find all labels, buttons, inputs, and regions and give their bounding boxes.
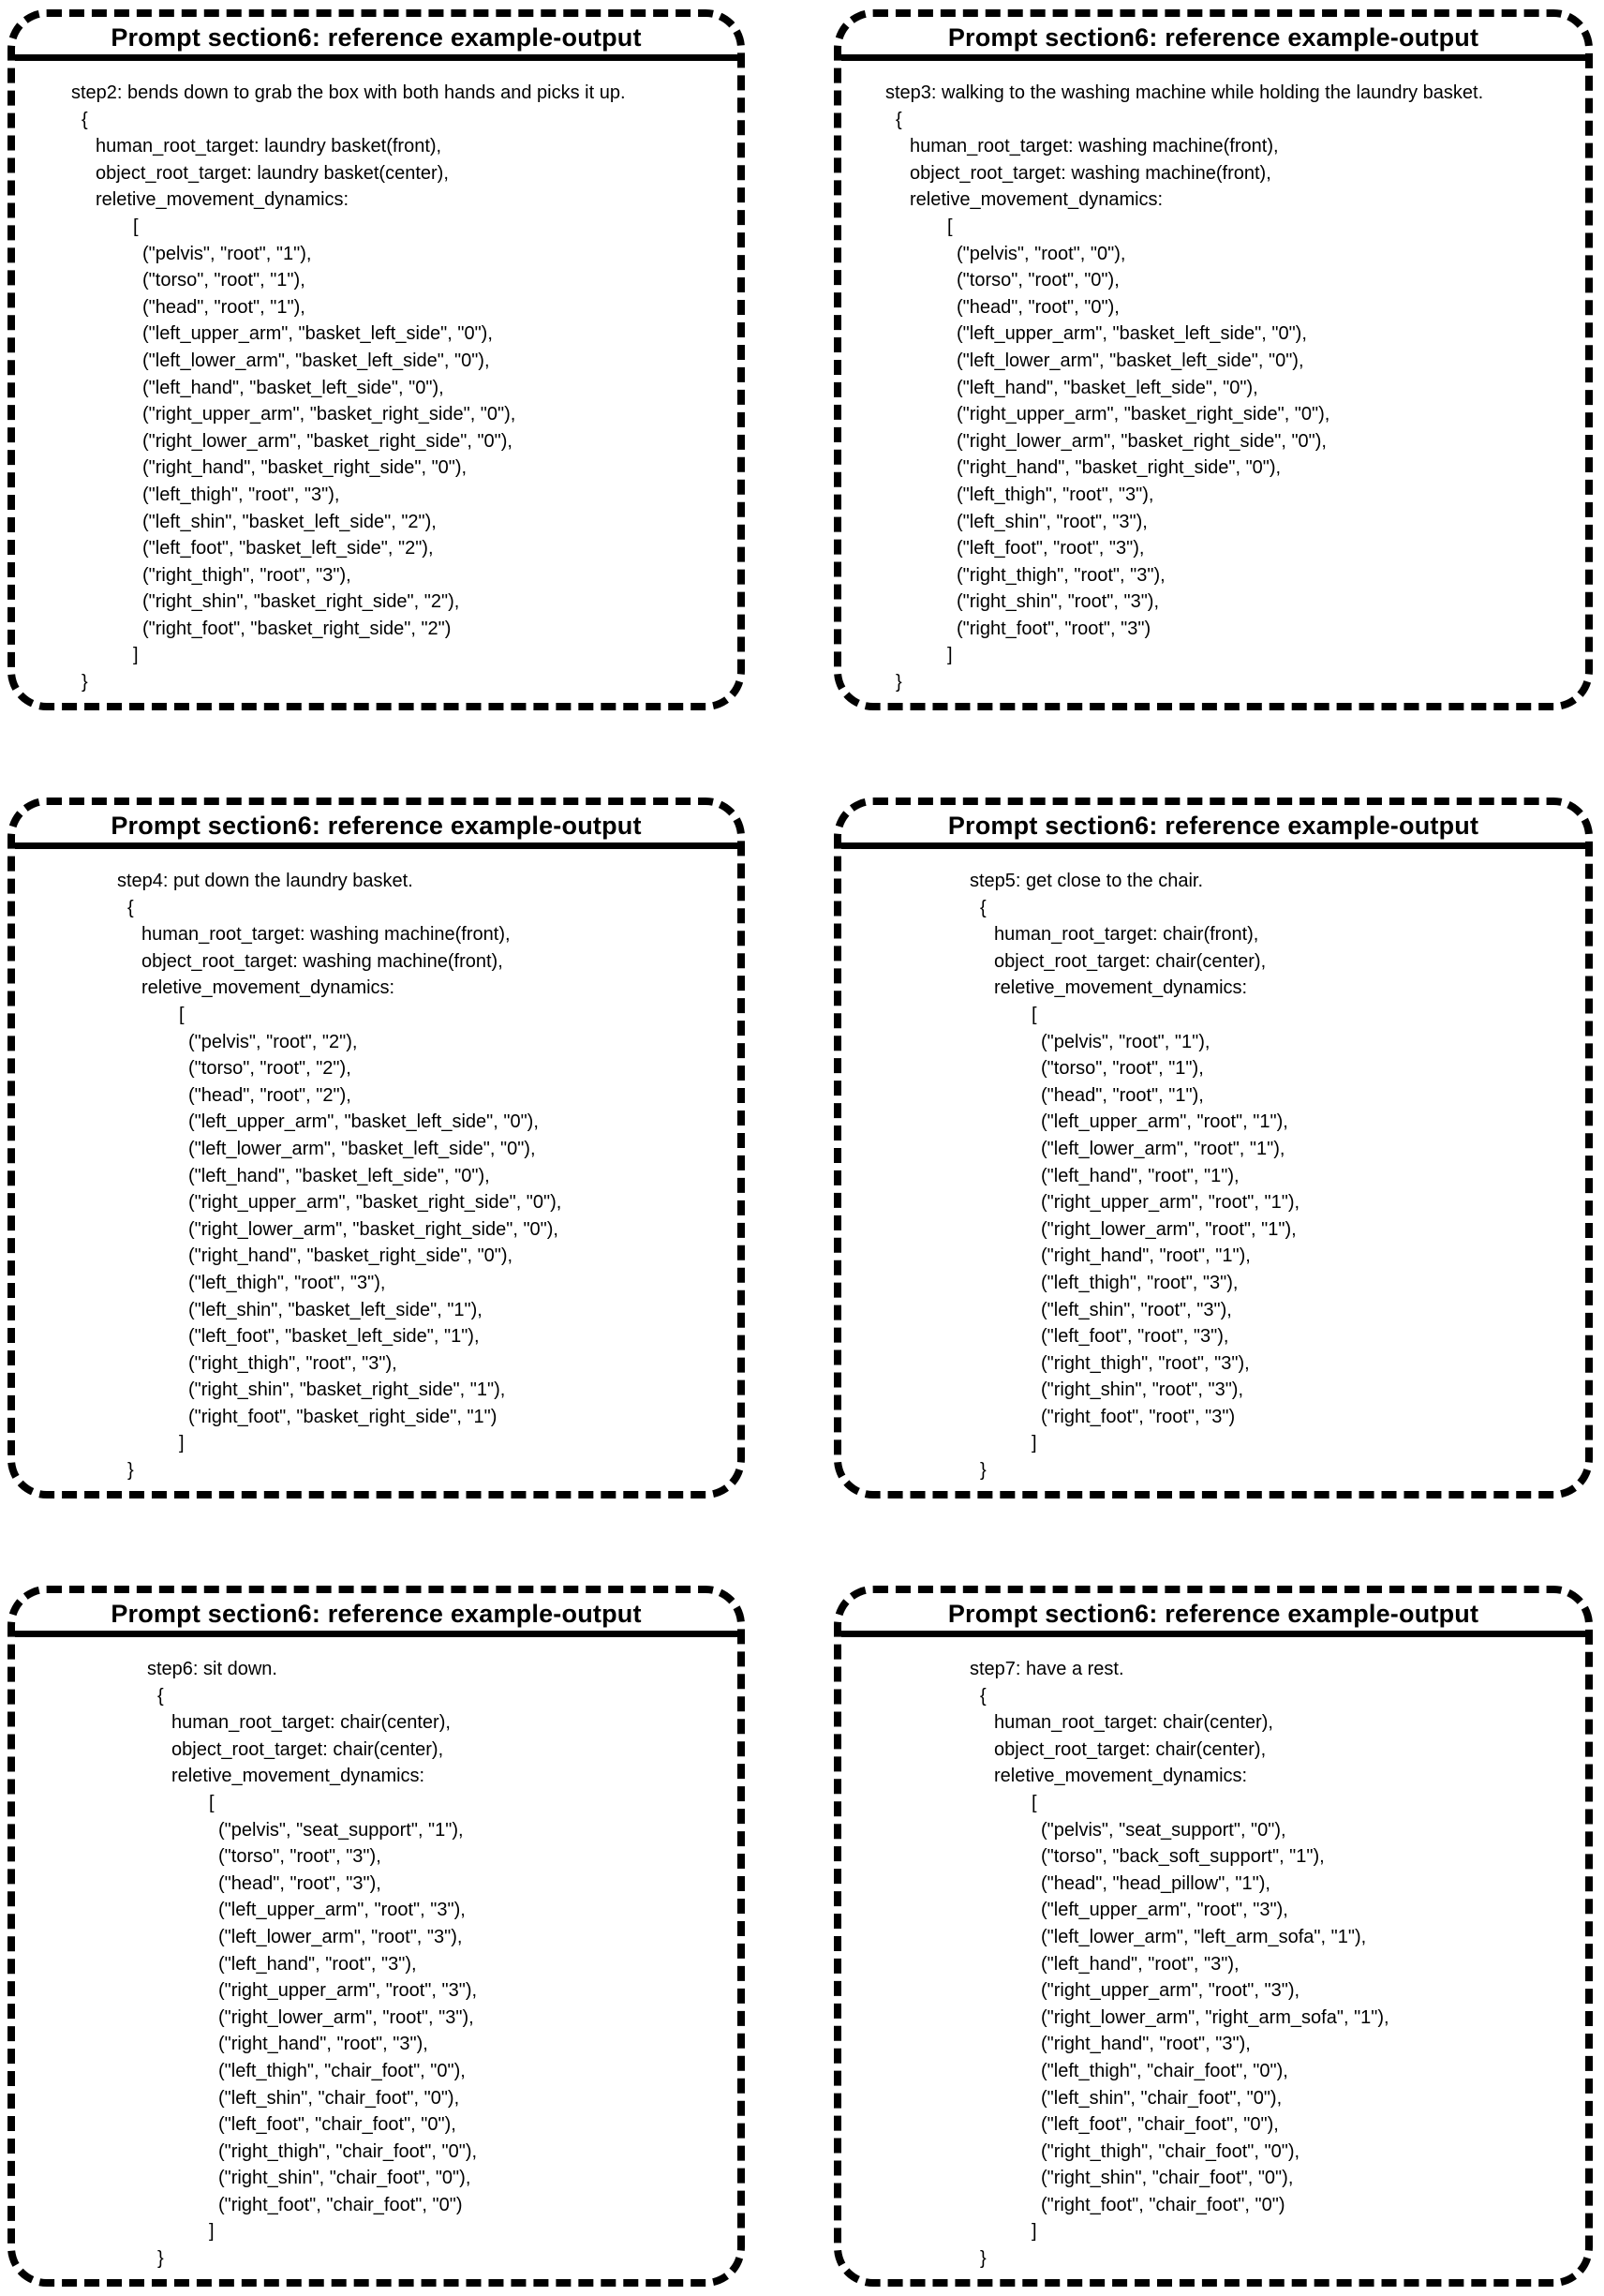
title-divider [15, 1631, 737, 1637]
dynamics-tuple-line: ("left_foot", "chair_foot", "0"), [218, 2114, 456, 2136]
figure-grid [7, 9, 1604, 2287]
dynamics-tuple-line: ("left_thigh", "root", "3"), [188, 1272, 386, 1293]
dynamics-tuple-line: ("left_thigh", "chair_foot", "0"), [218, 2060, 466, 2081]
dynamics-tuple-line: ("torso", "root", "3"), [218, 1846, 381, 1868]
dynamics-tuple-line: ("left_lower_arm", "root", "1"), [1041, 1138, 1285, 1159]
dynamics-tuple-line: ("right_hand", "root", "3"), [218, 2034, 428, 2055]
dynamics-tuple-line: ("right_upper_arm", "root", "3"), [1041, 1980, 1300, 2002]
dynamics-tuple-line: ("left_shin", "root", "3"), [1041, 1299, 1232, 1320]
dynamics-tuple-line: ("left_hand", "root", "3"), [218, 1953, 417, 1975]
step-description: step2: bends down to grab the box with both hands and picks it up. [71, 82, 626, 103]
step-description: step7: have a rest. [970, 1659, 1124, 1679]
open-bracket-line: [ [179, 1004, 185, 1025]
panel-title: Prompt section6: reference example-output [947, 812, 1479, 840]
dynamics-tuple-line: ("left_lower_arm", "basket_left_side", "0"), [142, 350, 490, 371]
dynamics-tuple-line: ("right_hand", "basket_right_side", "0"), [142, 457, 468, 479]
dynamics-tuple-line: ("pelvis", "seat_support", "0"), [1041, 1819, 1286, 1841]
dynamics-tuple-line: ("right_foot", "root", "3") [1041, 1406, 1236, 1427]
open-bracket-line: [ [1032, 1004, 1037, 1025]
dynamics-tuple-line: ("left_thigh", "root", "3"), [1041, 1272, 1239, 1293]
close-brace-line: } [82, 672, 88, 693]
dynamics-tuple-line: ("torso", "root", "0"), [957, 270, 1120, 291]
dynamics-tuple-line: ("right_upper_arm", "basket_right_side", "0"), [957, 404, 1330, 425]
close-brace-line: } [127, 1460, 134, 1482]
title-divider [841, 842, 1585, 849]
panel-body [841, 849, 1585, 1484]
panel-title: Prompt section6: reference example-output [947, 23, 1479, 52]
dynamics-tuple-line: ("right_lower_arm", "basket_right_side", "0"), [142, 430, 512, 452]
dynamics-tuple-line: ("right_lower_arm", "root", "1"), [1041, 1218, 1297, 1240]
prompt-panel [7, 1586, 745, 2287]
prompt-panel [7, 9, 745, 710]
dynamics-tuple-line: ("right_shin", "root", "3"), [1041, 1379, 1244, 1401]
dynamics-tuple-line: ("left_hand", "root", "1"), [1041, 1165, 1240, 1186]
dynamics-tuple-line: ("right_thigh", "root", "3"), [1041, 1352, 1250, 1374]
dynamics-tuple-line: ("right_shin", "basket_right_side", "1"), [188, 1379, 506, 1401]
close-brace-line: } [896, 672, 902, 693]
dynamics-tuple-line: ("left_hand", "basket_left_side", "0"), [188, 1165, 490, 1186]
dynamics-tuple-line: ("right_thigh", "root", "3"), [188, 1352, 397, 1374]
object-root-target-line: object_root_target: washing machine(front), [141, 950, 503, 972]
step-description: step4: put down the laundry basket. [117, 871, 413, 891]
prompt-panel [834, 1586, 1593, 2287]
dynamics-tuple-line: ("left_foot", "basket_left_side", "2"), [142, 538, 434, 559]
step-description: step6: sit down. [147, 1659, 277, 1679]
dynamics-tuple-line: ("left_thigh", "root", "3"), [957, 484, 1154, 505]
title-divider [15, 842, 737, 849]
dynamics-tuple-line: ("pelvis", "root", "1"), [142, 243, 312, 264]
dynamics-tuple-line: ("right_hand", "root", "3"), [1041, 2034, 1251, 2055]
dynamics-key-line: reletive_movement_dynamics: [994, 977, 1248, 999]
dynamics-tuple-line: ("left_shin", "basket_left_side", "2"), [142, 511, 437, 532]
human-root-target-line: human_root_target: washing machine(front), [910, 136, 1279, 157]
human-root-target-line: human_root_target: washing machine(front), [141, 924, 511, 946]
dynamics-tuple-line: ("right_lower_arm", "basket_right_side", "0"), [188, 1218, 558, 1240]
dynamics-tuple-line: ("pelvis", "root", "1"), [1041, 1031, 1210, 1052]
object-root-target-line: object_root_target: chair(center), [994, 1738, 1267, 1760]
dynamics-tuple-line: ("right_upper_arm", "basket_right_side", "0"), [142, 404, 516, 425]
open-brace-line: { [896, 109, 902, 130]
dynamics-tuple-line: ("left_foot", "chair_foot", "0"), [1041, 2114, 1279, 2136]
dynamics-tuple-line: ("right_thigh", "root", "3"), [142, 564, 351, 586]
panel-title: Prompt section6: reference example-output [947, 1600, 1479, 1628]
panel-body [15, 1637, 737, 2273]
close-bracket-line: ] [209, 2221, 215, 2243]
open-bracket-line: [ [1032, 1792, 1037, 1813]
dynamics-tuple-line: ("left_upper_arm", "basket_left_side", "0"), [957, 323, 1307, 345]
dynamics-tuple-line: ("left_shin", "chair_foot", "0"), [1041, 2087, 1283, 2109]
open-brace-line: { [82, 109, 88, 130]
panel-body [15, 61, 737, 696]
dynamics-tuple-line: ("right_thigh", "root", "3"), [957, 564, 1166, 586]
dynamics-tuple-line: ("right_upper_arm", "root", "3"), [218, 1980, 478, 2002]
panel-title: Prompt section6: reference example-output [111, 23, 642, 52]
open-brace-line: { [980, 1685, 987, 1707]
dynamics-tuple-line: ("left_upper_arm", "root", "3"), [1041, 1900, 1288, 1921]
human-root-target-line: human_root_target: chair(center), [994, 1712, 1273, 1734]
close-brace-line: } [980, 1460, 987, 1482]
dynamics-tuple-line: ("left_upper_arm", "basket_left_side", "0"), [142, 323, 493, 345]
open-brace-line: { [157, 1685, 164, 1707]
panel-title: Prompt section6: reference example-output [111, 812, 642, 840]
close-bracket-line: ] [133, 645, 139, 666]
title-divider [15, 54, 737, 61]
step-description: step5: get close to the chair. [970, 871, 1204, 891]
dynamics-tuple-line: ("torso", "root", "1"), [142, 270, 305, 291]
human-root-target-line: human_root_target: chair(front), [994, 924, 1259, 946]
step-description: step3: walking to the washing machine while holding the laundry basket. [885, 82, 1484, 103]
close-bracket-line: ] [1032, 2221, 1037, 2243]
dynamics-tuple-line: ("pelvis", "root", "2"), [188, 1031, 358, 1052]
dynamics-tuple-line: ("left_shin", "basket_left_side", "1"), [188, 1299, 483, 1320]
dynamics-tuple-line: ("left_shin", "root", "3"), [957, 511, 1148, 532]
dynamics-tuple-line: ("right_hand", "root", "1"), [1041, 1245, 1251, 1267]
dynamics-tuple-line: ("left_shin", "chair_foot", "0"), [218, 2087, 460, 2109]
dynamics-tuple-line: ("right_lower_arm", "basket_right_side", "0"), [957, 430, 1327, 452]
dynamics-tuple-line: ("pelvis", "root", "0"), [957, 243, 1126, 264]
title-divider [841, 54, 1585, 61]
dynamics-key-line: reletive_movement_dynamics: [910, 189, 1164, 211]
dynamics-tuple-line: ("pelvis", "seat_support", "1"), [218, 1819, 464, 1841]
dynamics-tuple-line: ("left_lower_arm", "left_arm_sofa", "1"), [1041, 1926, 1367, 1947]
panel-body [841, 61, 1585, 696]
dynamics-tuple-line: ("torso", "root", "1"), [1041, 1058, 1204, 1080]
title-divider [841, 1631, 1585, 1637]
dynamics-tuple-line: ("torso", "root", "2"), [188, 1058, 351, 1080]
open-brace-line: { [127, 897, 134, 918]
prompt-panel [7, 798, 745, 1498]
dynamics-tuple-line: ("right_foot", "chair_foot", "0") [218, 2194, 463, 2215]
dynamics-tuple-line: ("left_thigh", "root", "3"), [142, 484, 340, 505]
dynamics-tuple-line: ("head", "root", "0"), [957, 296, 1120, 318]
close-brace-line: } [980, 2248, 987, 2270]
close-bracket-line: ] [947, 645, 953, 666]
human-root-target-line: human_root_target: chair(center), [171, 1712, 451, 1734]
close-brace-line: } [157, 2248, 164, 2270]
dynamics-tuple-line: ("right_lower_arm", "right_arm_sofa", "1"), [1041, 2006, 1389, 2028]
dynamics-tuple-line: ("left_foot", "root", "3"), [1041, 1326, 1229, 1348]
dynamics-tuple-line: ("right_thigh", "chair_foot", "0"), [218, 2140, 478, 2162]
dynamics-key-line: reletive_movement_dynamics: [994, 1766, 1248, 1787]
dynamics-tuple-line: ("right_foot", "basket_right_side", "2") [142, 618, 452, 639]
dynamics-tuple-line: ("right_shin", "chair_foot", "0"), [1041, 2168, 1294, 2189]
dynamics-tuple-line: ("left_foot", "root", "3"), [957, 538, 1145, 559]
dynamics-tuple-line: ("torso", "back_soft_support", "1"), [1041, 1846, 1325, 1868]
dynamics-tuple-line: ("right_foot", "chair_foot", "0") [1041, 2194, 1285, 2215]
dynamics-tuple-line: ("right_upper_arm", "root", "1"), [1041, 1192, 1300, 1214]
dynamics-tuple-line: ("left_lower_arm", "basket_left_side", "0"), [188, 1138, 536, 1159]
dynamics-tuple-line: ("left_hand", "root", "3"), [1041, 1953, 1240, 1975]
open-bracket-line: [ [209, 1792, 215, 1813]
panel-body [15, 849, 737, 1484]
object-root-target-line: object_root_target: laundry basket(center), [96, 162, 449, 184]
open-bracket-line: [ [133, 216, 139, 237]
dynamics-tuple-line: ("right_hand", "basket_right_side", "0"), [957, 457, 1282, 479]
dynamics-tuple-line: ("right_foot", "basket_right_side", "1") [188, 1406, 498, 1427]
dynamics-tuple-line: ("right_thigh", "chair_foot", "0"), [1041, 2140, 1300, 2162]
open-bracket-line: [ [947, 216, 953, 237]
prompt-panel [834, 9, 1593, 710]
dynamics-tuple-line: ("right_upper_arm", "basket_right_side", "0"), [188, 1192, 562, 1214]
dynamics-tuple-line: ("left_hand", "basket_left_side", "0"), [142, 377, 444, 398]
dynamics-tuple-line: ("head", "root", "2"), [188, 1084, 351, 1106]
dynamics-tuple-line: ("left_upper_arm", "root", "3"), [218, 1900, 466, 1921]
dynamics-tuple-line: ("left_upper_arm", "root", "1"), [1041, 1111, 1288, 1133]
dynamics-tuple-line: ("right_shin", "root", "3"), [957, 591, 1160, 613]
dynamics-key-line: reletive_movement_dynamics: [96, 189, 349, 211]
panel-title: Prompt section6: reference example-output [111, 1600, 642, 1628]
dynamics-key-line: reletive_movement_dynamics: [171, 1766, 425, 1787]
object-root-target-line: object_root_target: washing machine(front), [910, 162, 1271, 184]
dynamics-key-line: reletive_movement_dynamics: [141, 977, 395, 999]
dynamics-tuple-line: ("head", "root", "3"), [218, 1872, 381, 1894]
close-bracket-line: ] [1032, 1433, 1037, 1454]
dynamics-tuple-line: ("left_thigh", "chair_foot", "0"), [1041, 2060, 1288, 2081]
object-root-target-line: object_root_target: chair(center), [171, 1738, 444, 1760]
human-root-target-line: human_root_target: laundry basket(front), [96, 136, 442, 157]
dynamics-tuple-line: ("head", "head_pillow", "1"), [1041, 1872, 1270, 1894]
close-bracket-line: ] [179, 1433, 185, 1454]
dynamics-tuple-line: ("right_shin", "chair_foot", "0"), [218, 2168, 471, 2189]
dynamics-tuple-line: ("left_hand", "basket_left_side", "0"), [957, 377, 1258, 398]
dynamics-tuple-line: ("head", "root", "1"), [142, 296, 305, 318]
dynamics-tuple-line: ("right_foot", "root", "3") [957, 618, 1151, 639]
panel-body [841, 1637, 1585, 2273]
dynamics-tuple-line: ("left_foot", "basket_left_side", "1"), [188, 1326, 480, 1348]
dynamics-tuple-line: ("head", "root", "1"), [1041, 1084, 1204, 1106]
dynamics-tuple-line: ("right_hand", "basket_right_side", "0"), [188, 1245, 513, 1267]
prompt-panel [834, 798, 1593, 1498]
dynamics-tuple-line: ("left_lower_arm", "basket_left_side", "0"), [957, 350, 1304, 371]
object-root-target-line: object_root_target: chair(center), [994, 950, 1267, 972]
dynamics-tuple-line: ("right_shin", "basket_right_side", "2"), [142, 591, 460, 613]
dynamics-tuple-line: ("left_upper_arm", "basket_left_side", "0"), [188, 1111, 539, 1133]
dynamics-tuple-line: ("left_lower_arm", "root", "3"), [218, 1926, 463, 1947]
open-brace-line: { [980, 897, 987, 918]
dynamics-tuple-line: ("right_lower_arm", "root", "3"), [218, 2006, 474, 2028]
